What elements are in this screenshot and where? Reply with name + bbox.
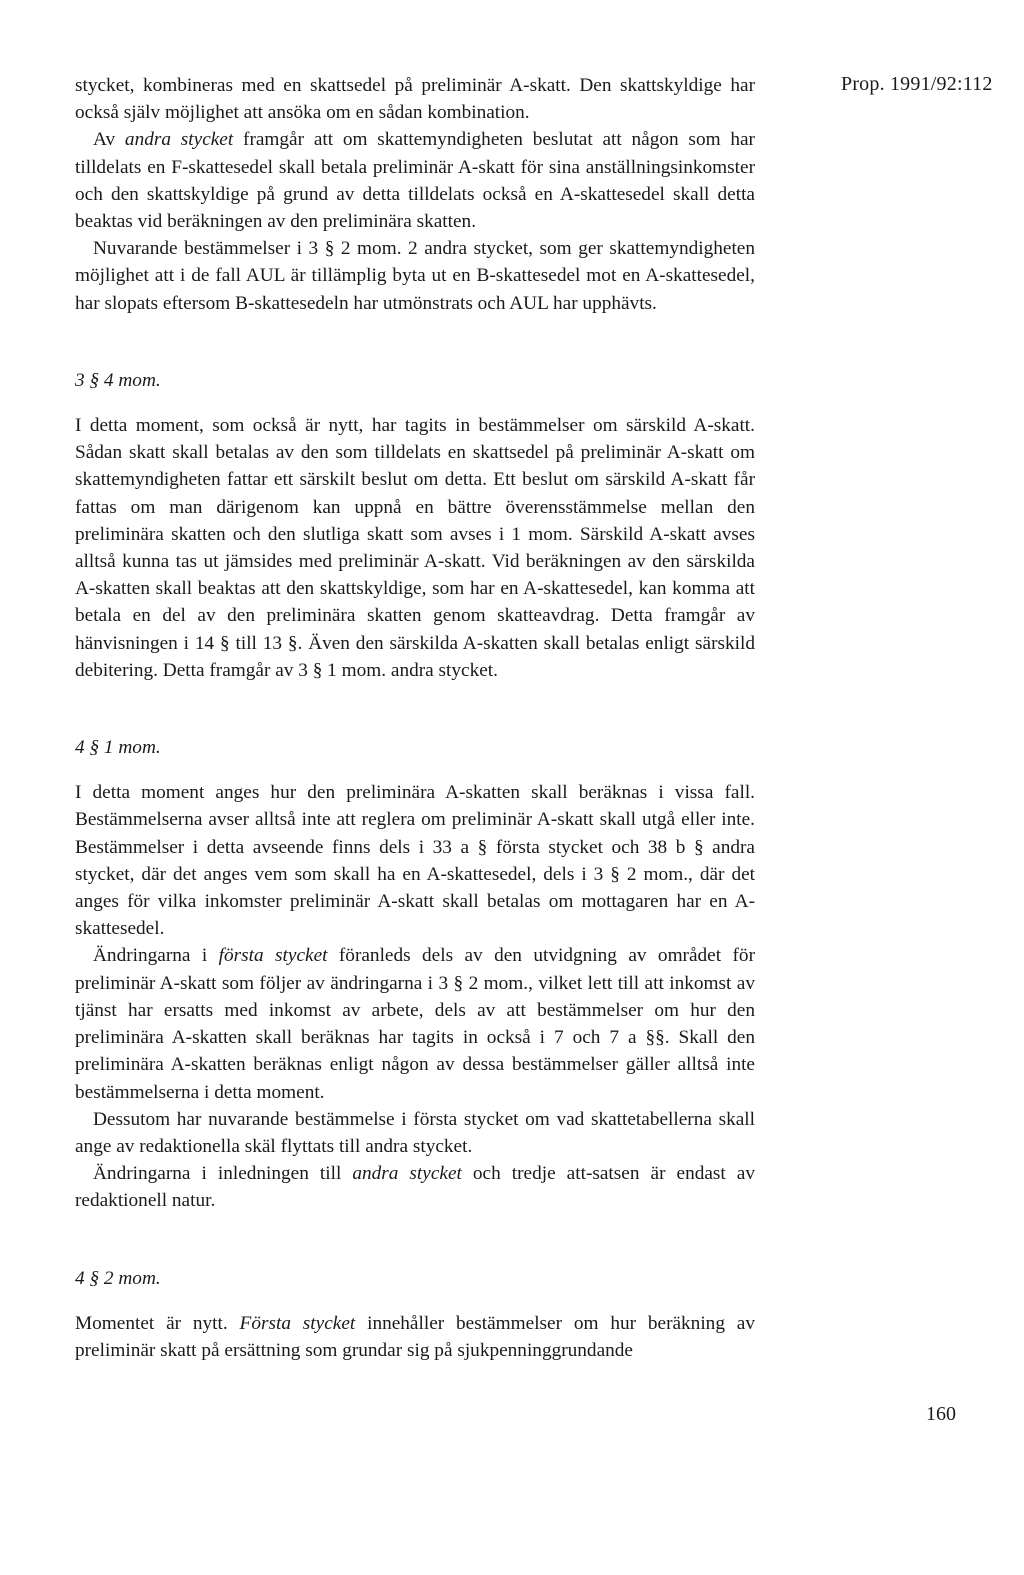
paragraph-2 [75, 126, 755, 235]
paragraph-6-rest: föranleds dels av den utvidgning av området för preliminär A-skatt som följer av ändringarna i 3 § 2 mom., vilket lett till att inkomst av tjänst har ersatts med inkomst av arbete, dels av att bestämmelser om hur den preliminära A-skatten skall beräknas har tagits in också i 7 och 7 a §§. Skall den preliminära A-skatten beräknas enligt någon av dessa bestämmelser gäller alltså inte bestämmelserna i detta moment. [75, 945, 755, 1103]
paragraph-2-start: Av [93, 129, 125, 151]
paragraph-2-rest: framgår att om skattemyndigheten beslutat att någon som har tilldelats en F-skattesedel skall betala preliminär A-skatt för sina anställningsinkomster och den skattskyldige på grund av detta tilldelats också en A-skattesedel skall detta beaktas vid beräkningen av den preliminära skatten. [75, 129, 755, 233]
paragraph-6-start: Ändringarna i [93, 945, 219, 967]
section-heading-3-4-mom: 3 § 4 mom. [75, 369, 161, 391]
paragraph-1: stycket, kombineras med en skattsedel på preliminär A-skatt. Den skattskyldige har också själv möjlighet att ansöka om en sådan kombination. [75, 75, 755, 124]
paragraph-8-rest: och tredje att-satsen är endast av redaktionell natur. [75, 1163, 755, 1212]
proposition-reference: Prop. 1991/92:112 [841, 73, 993, 95]
paragraph-7: Dessutom har nuvarande bestämmelse i första stycket om vad skattetabellerna skall ange av redaktionella skäl flyttats till andra stycket. [75, 1108, 755, 1157]
paragraph-6 [75, 942, 755, 1105]
section-heading-4-1-mom: 4 § 1 mom. [75, 737, 161, 759]
paragraph-8-start: Ändringarna i inledningen till [93, 1163, 353, 1185]
paragraph-5: I detta moment anges hur den preliminära A-skatten skall beräknas i vissa fall. Bestämmelserna avser alltså inte att reglera om preliminär A-skatt skall utgå eller inte. Bestämmelser i detta avseende finns dels i 33 a § första stycket och 38 b § andra stycket, där det anges vem som skall ha en A-skattesedel, dels i 3 § 2 mom., där det anges för vilka inkomster preliminär A-skatt skall betalas om mottagaren har en A-skattesedel. [75, 782, 755, 940]
paragraph-6-emphasis: första stycket [218, 945, 328, 967]
paragraph-9-emphasis: Första stycket [239, 1312, 356, 1334]
paragraph-2-emphasis: andra stycket [124, 129, 234, 151]
paragraph-9-start: Momentet är nytt. [75, 1312, 240, 1334]
paragraph-9 [75, 1310, 755, 1364]
document-body [75, 72, 755, 1364]
page-number: 160 [926, 1403, 956, 1425]
paragraph-3: Nuvarande bestämmelser i 3 § 2 mom. 2 andra stycket, som ger skattemyndigheten möjlighet att i de fall AUL är tillämplig byta ut en B-skattesedel mot en A-skattesedel, har slopats eftersom B-skattesedeln har utmönstrats och AUL har upphävts. [75, 238, 755, 314]
paragraph-9-rest: innehåller bestämmelser om hur beräkning av preliminär skatt på ersättning som grundar sig på sjukpenninggrundande [75, 1312, 755, 1361]
paragraph-4: I detta moment, som också är nytt, har tagits in bestämmelser om särskild A-skatt. Sådan skatt skall betalas av den som tilldelats en skattsedel på preliminär A-skatt om skattemyndigheten fattar ett särskilt beslut om detta. Ett beslut om särskild A-skatt får fattas om man därigenom kan uppnå en bättre överensstämmelse mellan den preliminära skatten och den slutliga skatt som avses i 1 mom. Särskild A-skatt avses alltså kunna tas ut jämsides med preliminär A-skatt. Vid beräkningen av den särskilda A-skatten skall beaktas att den skattskyldige, som har en A-skattesedel, kan komma att betala en del av den preliminära skatten genom skatteavdrag. Detta framgår av hänvisningen i 14 § till 13 §. Även den särskilda A-skatten skall betalas enligt särskild debitering. Detta framgår av 3 § 1 mom. andra stycket. [75, 415, 755, 681]
paragraph-8-emphasis: andra stycket [352, 1163, 462, 1185]
section-heading-4-2-mom: 4 § 2 mom. [75, 1267, 161, 1289]
paragraph-8 [75, 1160, 755, 1214]
